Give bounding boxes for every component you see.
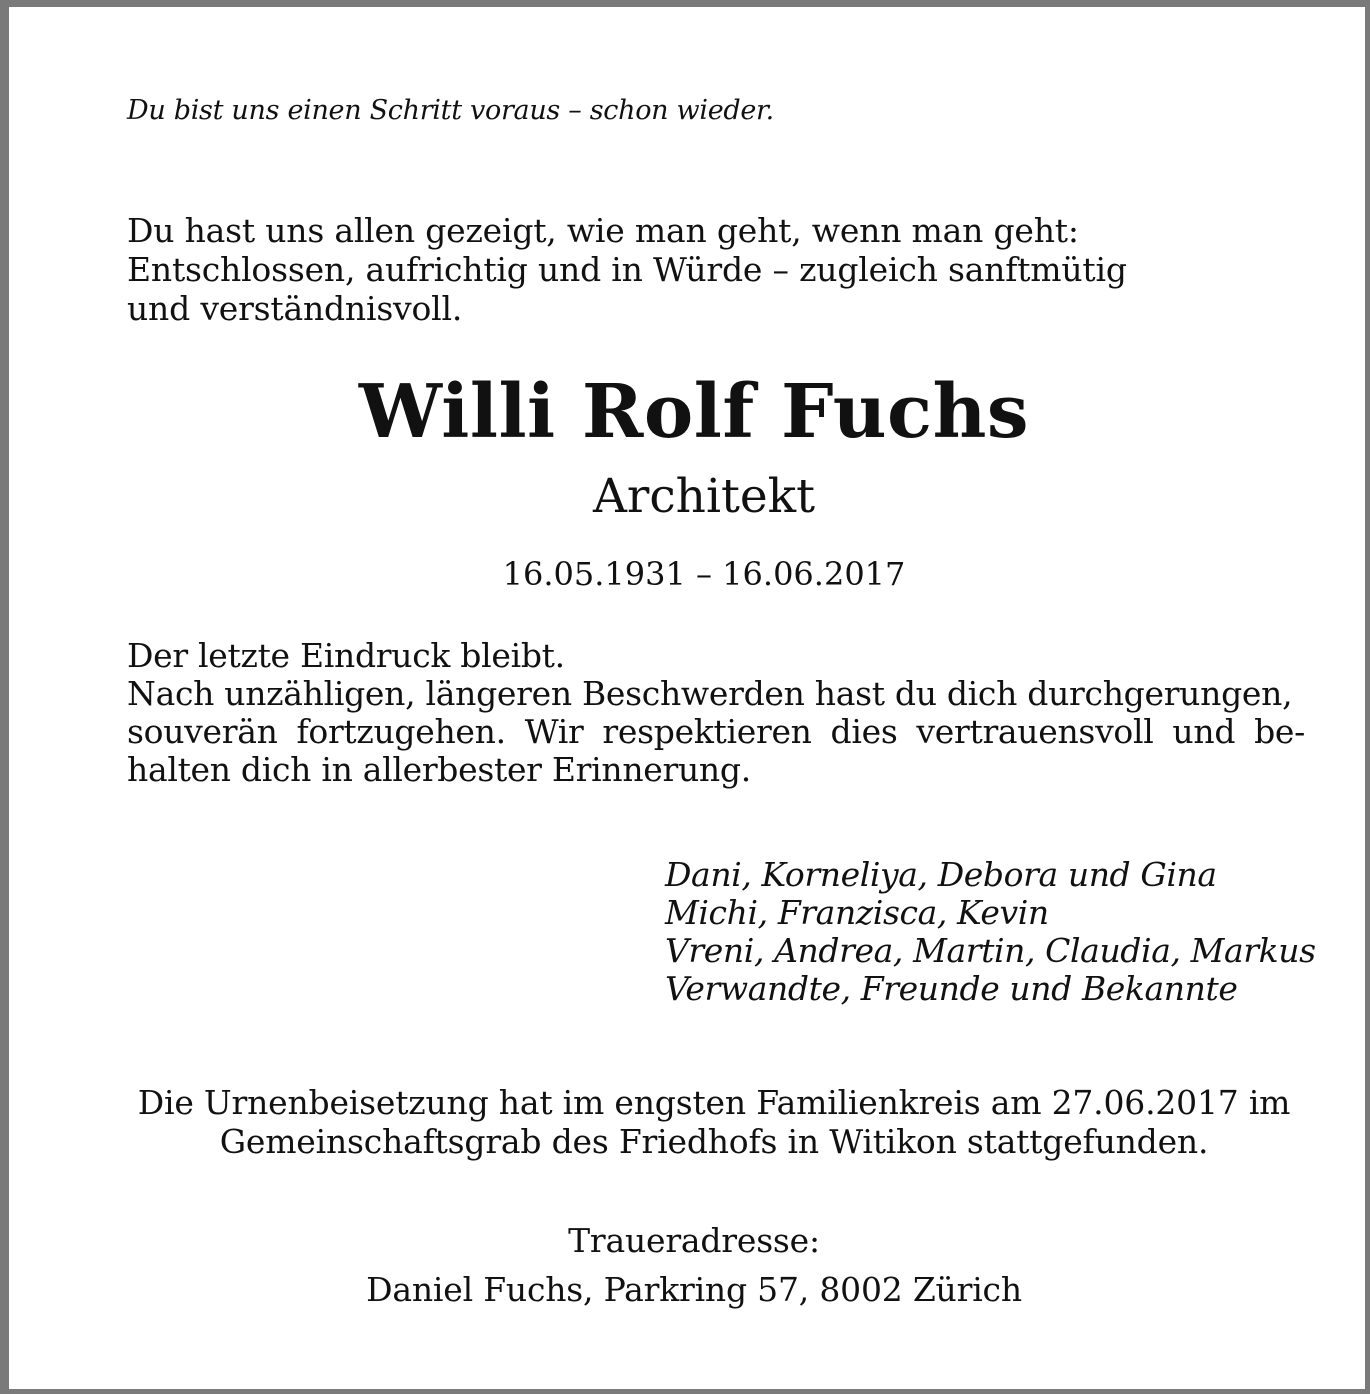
motto: Du bist uns einen Schritt voraus – schon wieder. [127, 95, 774, 126]
tribute-line: halten dich in allerbester Erinnerung. [127, 750, 751, 789]
mourner-line: Dani, Korneliya, Debora und Gina [665, 855, 1217, 894]
mourning-address [9, 1216, 1370, 1314]
tribute-line: Der letzte Eindruck bleibt. [127, 636, 565, 675]
tribute-line: souverän fortzugehen. Wir respektieren dies vertrauensvoll und be- [127, 712, 1305, 751]
life-dates: 16.05.1931 – 16.06.2017 [502, 555, 906, 593]
intro-line: Du hast uns allen gezeigt, wie man geht, wenn man geht: [127, 211, 1079, 250]
burial-line: Gemeinschaftsgrab des Friedhofs in Witikon stattgefunden. [219, 1122, 1209, 1161]
mourners-list [665, 856, 1316, 1008]
tribute-line: Nach unzähligen, längeren Beschwerden hast du dich durchgerungen, [127, 674, 1293, 713]
mourner-line: Verwandte, Freunde und Bekannte [665, 969, 1238, 1008]
deceased-name: Willi Rolf Fuchs [358, 369, 1030, 455]
address-label: Traueradresse: [568, 1221, 820, 1260]
intro-line: Entschlossen, aufrichtig und in Würde – zugleich sanftmütig [127, 250, 1127, 289]
mourner-line: Vreni, Andrea, Martin, Claudia, Markus [665, 931, 1316, 970]
burial-notice [9, 1083, 1370, 1161]
tribute-paragraph [127, 637, 1305, 789]
mourner-line: Michi, Franzisca, Kevin [665, 893, 1049, 932]
profession: Architekt [592, 469, 816, 524]
intro-paragraph [127, 211, 1127, 328]
burial-line: Die Urnenbeisetzung hat im engsten Familienkreis am 27.06.2017 im [137, 1083, 1291, 1122]
intro-line: und verständnisvoll. [127, 289, 463, 328]
address-value: Daniel Fuchs, Parkring 57, 8002 Zürich [366, 1270, 1022, 1309]
